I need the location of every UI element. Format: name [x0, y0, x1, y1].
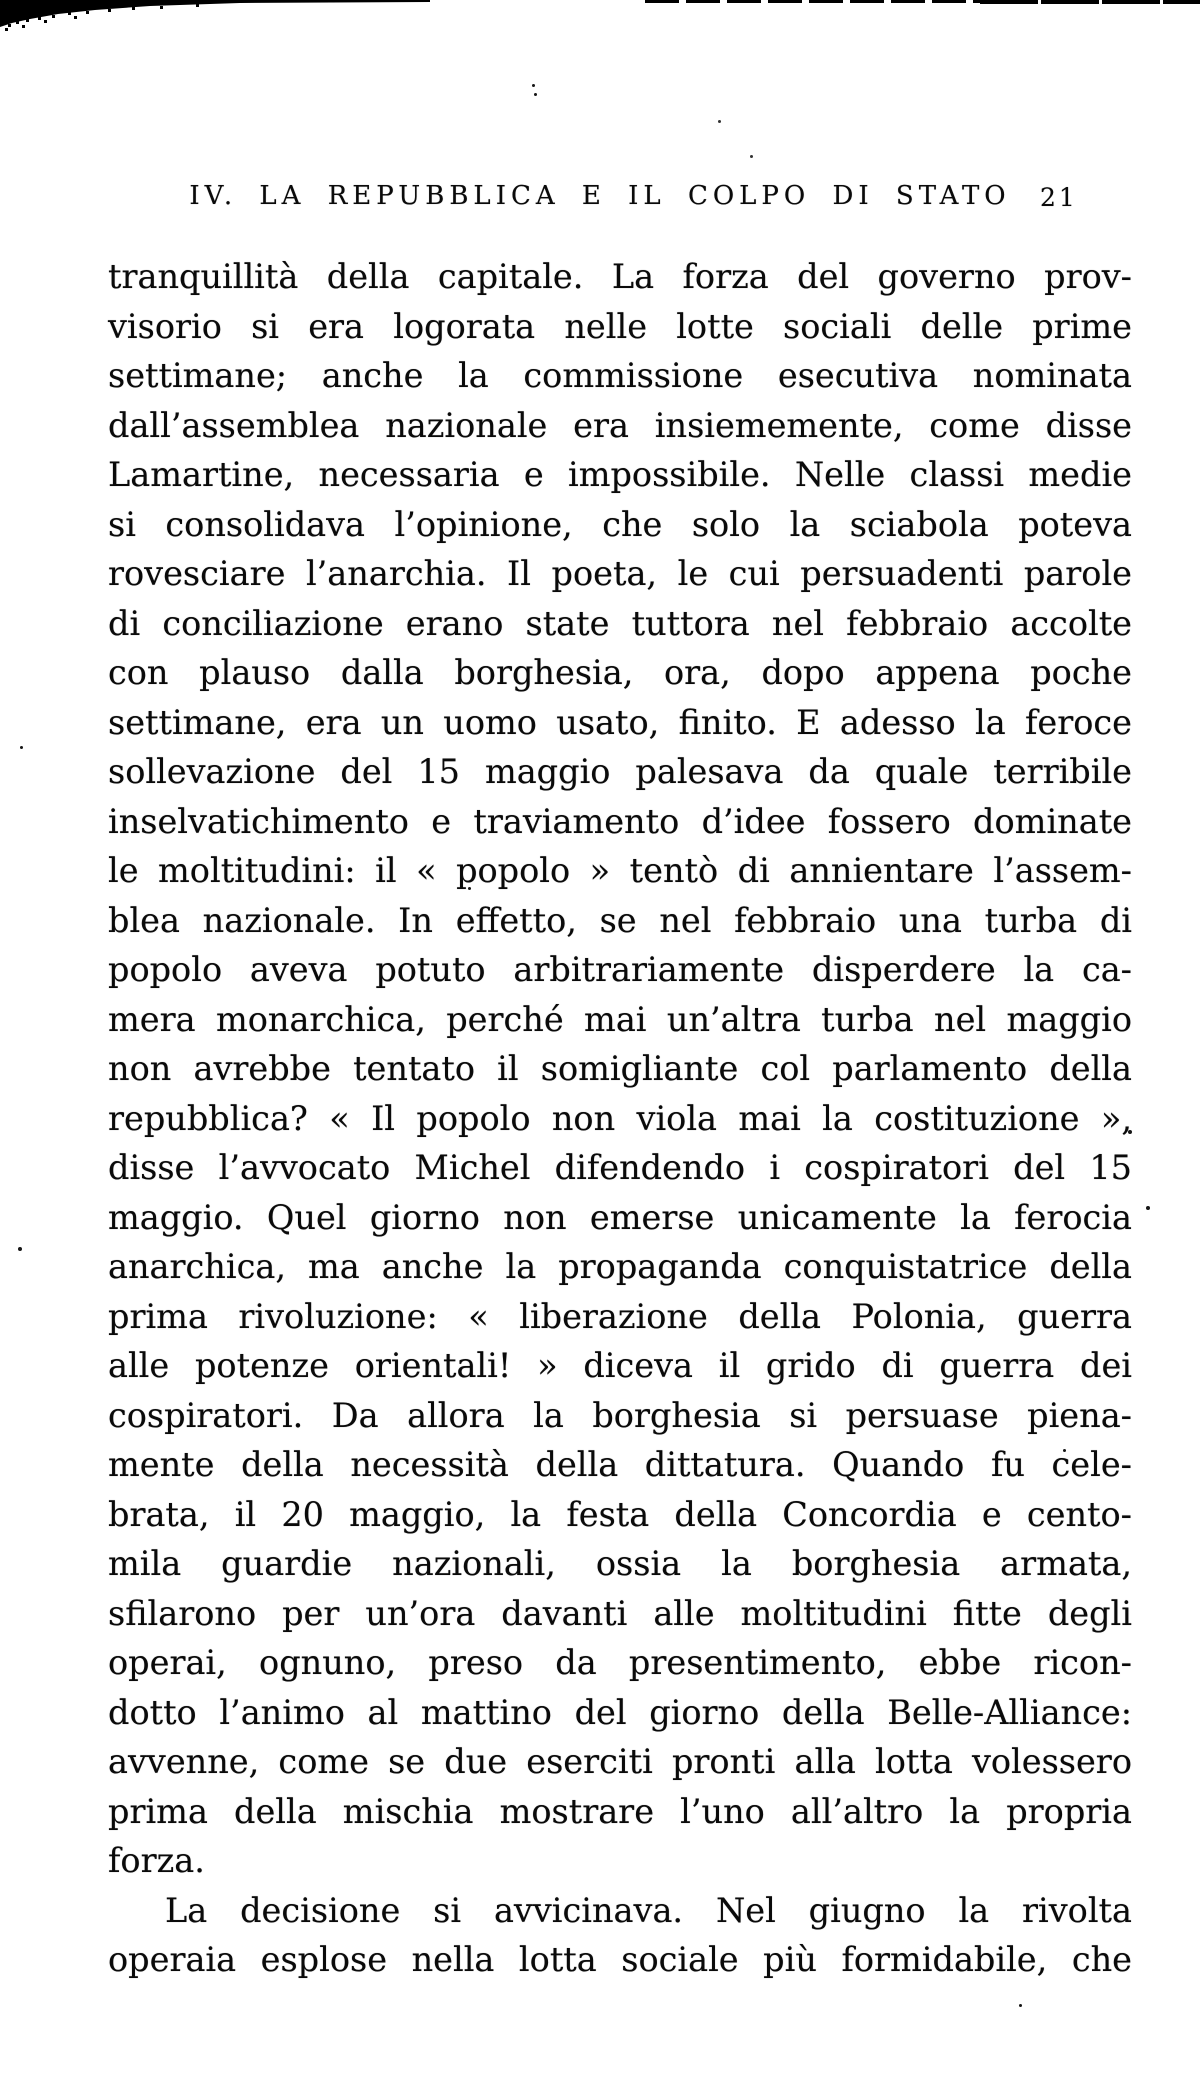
text-line: disse l’avvocato Michel difendendo i cospiratori del 15 [108, 1148, 1132, 1187]
text-line: mera monarchica, perché mai un’altra turba nel maggio [108, 999, 1132, 1039]
text-line: tranquillità della capitale. La forza del governo prov- [108, 257, 1132, 296]
text-line: rovesciare l’anarchia. Il poeta, le cui persuadenti parole [108, 554, 1132, 593]
scan-artifact-top-edge-right [980, 0, 1200, 4]
running-header [0, 181, 1200, 217]
text-line: inselvatichimento e traviamento d’idee fossero dominate [108, 801, 1132, 841]
scan-artifact-specks [0, 0, 3, 3]
scan-speck [20, 746, 23, 749]
text-line: si consolidava l’opinione, che solo la sciabola poteva [108, 504, 1132, 544]
text-line: blea nazionale. In effetto, se nel febbraio una turba di [108, 900, 1132, 940]
text-line: sollevazione del 15 maggio palesava da quale terribile [108, 752, 1132, 791]
scan-speck [1146, 1206, 1150, 1210]
text-line: mila guardie nazionali, ossia la borghesia armata, [108, 1544, 1132, 1583]
text-line: Lamartine, necessaria e impossibile. Nelle classi medie [108, 455, 1132, 494]
text-line: repubblica? « Il popolo non viola mai la costituzione », [108, 1098, 1132, 1138]
text-line: prima rivoluzione: « liberazione della Polonia, guerra [108, 1296, 1132, 1336]
text-line: anarchica, ma anche la propaganda conquistatrice della [108, 1247, 1132, 1286]
scan-speck [1019, 2004, 1022, 2007]
text-line: sfilarono per un’ora davanti alle moltitudini fitte degli [108, 1593, 1132, 1633]
text-line: non avrebbe tentato il somigliante col parlamento della [108, 1049, 1132, 1088]
text-line: di conciliazione erano state tuttora nel febbraio accolte [108, 603, 1132, 643]
scan-artifact-top-edge [645, 0, 980, 3]
text-line: cospiratori. Da allora la borghesia si persuase piena- [108, 1395, 1132, 1435]
text-line: le moltitudini: il « popolo » tentò di annientare l’assem- [108, 851, 1132, 890]
text-line: dall’assemblea nazionale era insiememente, come disse [108, 405, 1132, 445]
text-line: popolo aveva potuto arbitrariamente disperdere la ca- [108, 950, 1132, 989]
text-line: alle potenze orientali! » diceva il grido di guerra dei [108, 1346, 1132, 1385]
text-line: settimane, era un uomo usato, finito. E adesso la feroce [108, 702, 1132, 742]
text-line: maggio. Quel giorno non emerse unicamente la ferocia [108, 1197, 1132, 1237]
page-number: 21 [1040, 183, 1078, 212]
scan-speck [534, 93, 537, 96]
text-line: brata, il 20 maggio, la festa della Concordia e cento- [108, 1494, 1132, 1534]
text-line: visorio si era logorata nelle lotte sociali delle prime [108, 306, 1132, 346]
text-line: operaia esplose nella lotta sociale più formidabile, che [108, 1940, 1132, 1979]
scan-speck [718, 120, 721, 123]
text-line: prima della mischia mostrare l’uno all’altro la propria [108, 1791, 1132, 1831]
text-line: settimane; anche la commissione esecutiva nominata [108, 356, 1132, 395]
text-line: forza. [108, 1841, 205, 1880]
chapter-header: IV. LA REPUBBLICA E IL COLPO DI STATO [189, 181, 1011, 211]
text-line: mente della necessità della dittatura. Quando fu cele- [108, 1445, 1132, 1484]
page-text [108, 252, 1132, 1985]
scan-artifact-top-left [0, 0, 430, 27]
text-line: con plauso dalla borghesia, ora, dopo appena poche [108, 653, 1132, 692]
scan-speck [532, 84, 535, 87]
text-line: dotto l’animo al mattino del giorno della Belle-Alliance: [108, 1692, 1132, 1732]
text-line: avvenne, come se due eserciti pronti alla lotta volessero [108, 1742, 1132, 1781]
scan-speck [18, 1247, 22, 1251]
text-line: La decisione si avvicinava. Nel giugno la rivolta [165, 1890, 1132, 1930]
text-line: operai, ognuno, preso da presentimento, ebbe ricon- [108, 1643, 1132, 1682]
scan-speck [750, 155, 753, 158]
